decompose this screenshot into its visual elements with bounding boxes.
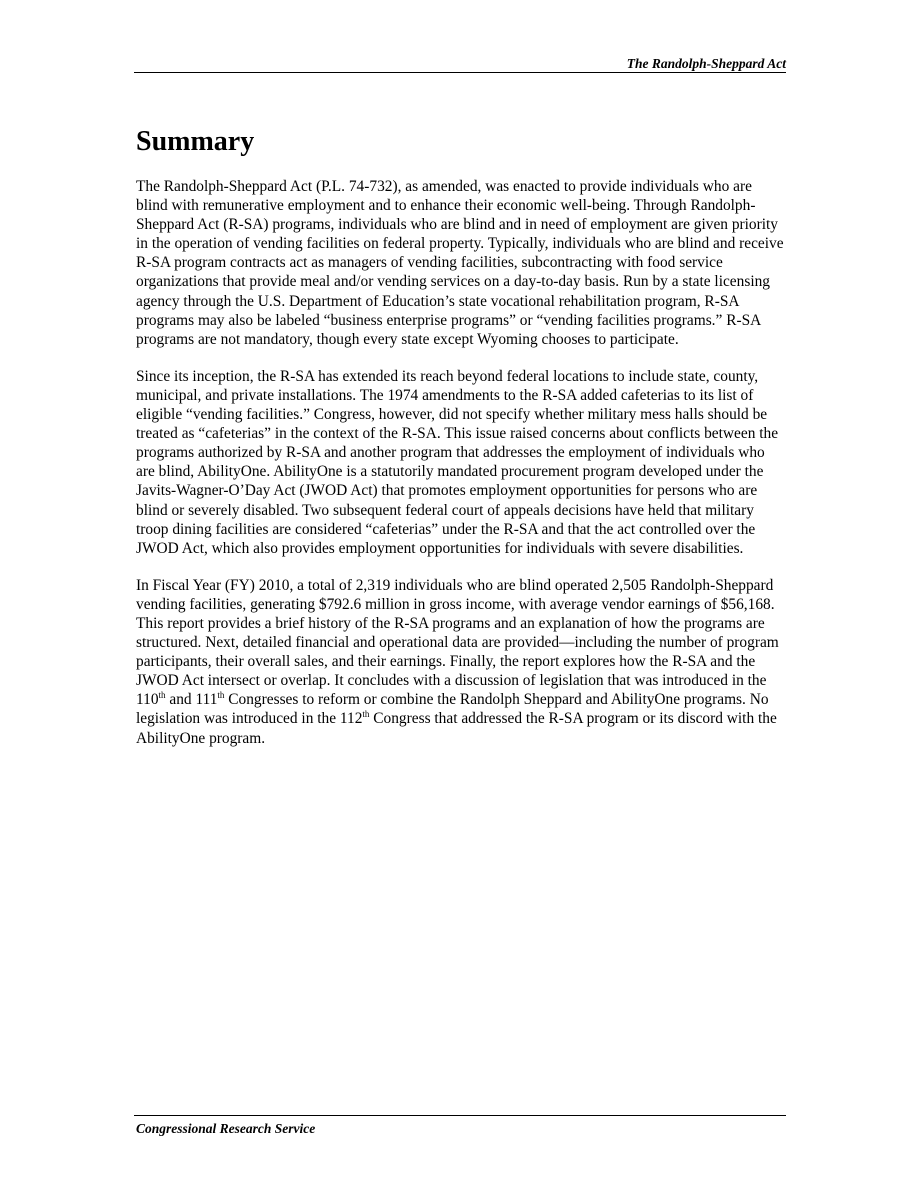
paragraph-3-text: In Fiscal Year (FY) 2010, a total of 2,319 individuals who are blind operated 2,505 Randolph-Sheppard vending facilities, generating $792.6 million in gross income, with average vendor earnings of $56,168. This report provides a brief history of the R-SA programs and an explanation of how the programs are structured. Next, detailed financial and operational data are provided—including the number of program participants, their overall sales, and their earnings. Finally, the report explores how the R-SA and the JWOD Act intersect or overlap. It concludes with a discussion of legislation that was introduced in the 110	[136, 576, 779, 709]
paragraph-2: Since its inception, the R-SA has extended its reach beyond federal locations to include state, county, municipal, and private installations. The 1974 amendments to the R-SA added cafeterias to its list of eligible “vending facilities.” Congress, however, did not specify whether military mess halls should be treated as “cafeterias” in the context of the R-SA. This issue raised concerns about conflicts between the programs authorized by R-SA and another program that addresses the employment of individuals who are blind, AbilityOne. AbilityOne is a statutorily mandated procurement program developed under the Javits-Wagner-O’Day Act (JWOD Act) that promotes employment opportunities for persons who are blind or severely disabled. Two subsequent federal court of appeals decisions have held that military troop dining facilities are considered “cafeterias” under the R-SA and that the act controlled over the JWOD Act, which also provides employment opportunities for individuals with severe disabilities.	[136, 367, 779, 557]
paragraph-3-text: and 111	[165, 691, 218, 709]
paragraph-3	[136, 576, 786, 748]
paragraph-3-text: Congress that addressed the R-SA program or its discord with the AbilityOne program.	[136, 710, 777, 747]
running-footer: Congressional Research Service	[136, 1121, 316, 1136]
page-title: Summary	[136, 126, 255, 157]
summary-body	[136, 177, 786, 766]
paragraph-1: The Randolph-Sheppard Act (P.L. 74-732), as amended, was enacted to provide individuals who are blind with remunerative employment and to enhance their economic well-being. Through Randolph-Sheppard Act (R-SA) programs, individuals who are blind and in need of employment are given priority in the operation of vending facilities on federal property. Typically, individuals who are blind and receive R-SA program contracts act as managers of vending facilities, subcontracting with food service organizations that provide meal and/or vending services on a day-to-day basis. Run by a state licensing agency through the U.S. Department of Education’s state vocational rehabilitation program, R-SA programs may also be labeled “business enterprise programs” or “vending facilities programs.” R-SA programs are not mandatory, though every state except Wyoming chooses to participate.	[136, 178, 784, 348]
ordinal-suffix: th	[158, 690, 166, 701]
ordinal-suffix: th	[217, 690, 225, 701]
footer-rule	[134, 1115, 786, 1116]
running-header: The Randolph-Sheppard Act	[626, 56, 786, 71]
header-rule	[134, 72, 786, 73]
paragraph-3-text: Congresses to reform or combine the Randolph Sheppard and AbilityOne programs. No legislation was introduced in the 112	[136, 691, 769, 728]
ordinal-suffix: th	[362, 709, 370, 720]
